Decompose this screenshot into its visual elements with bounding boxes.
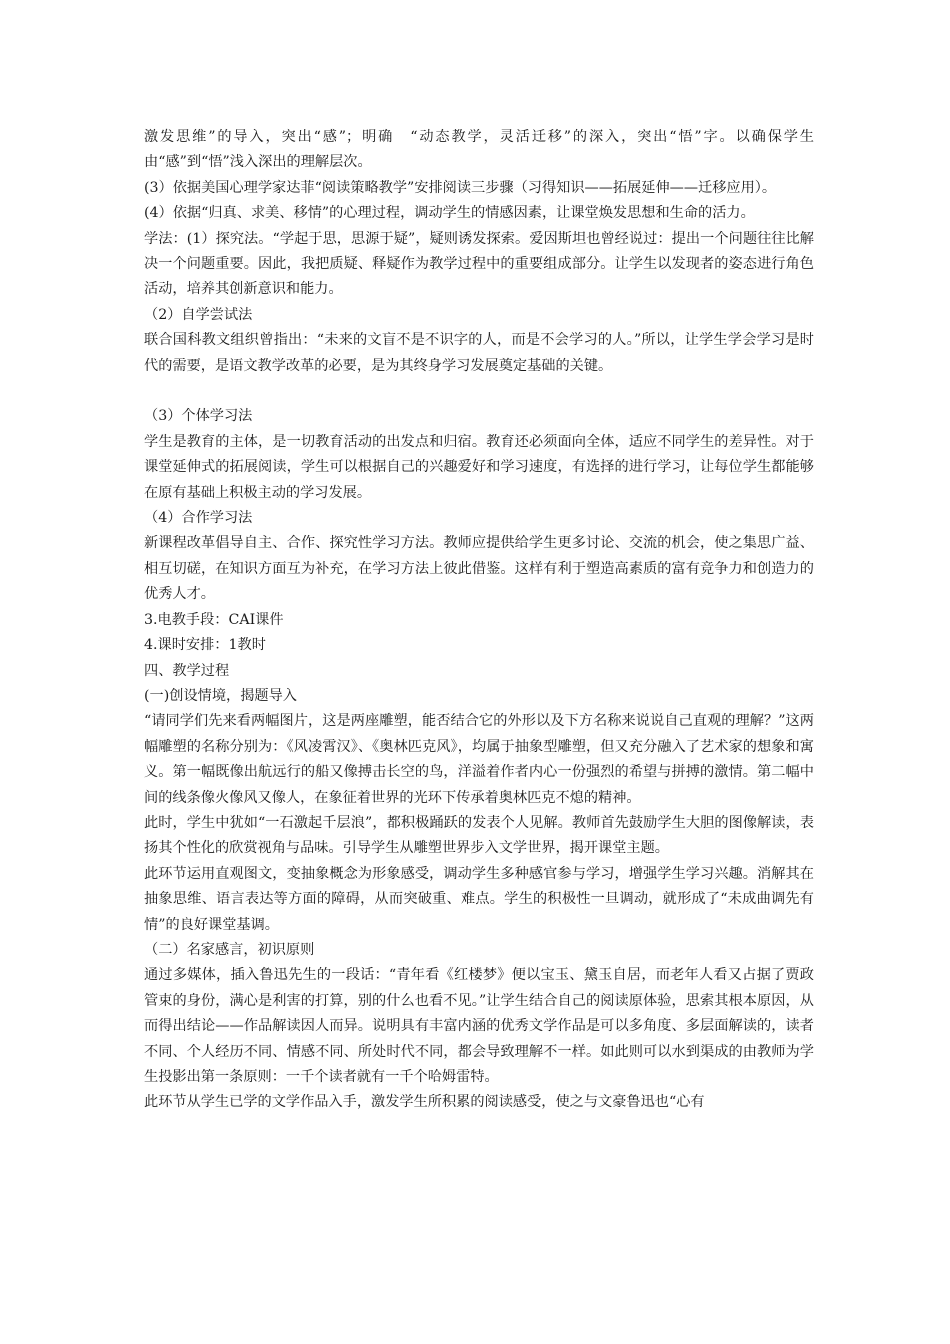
blank-line (144, 379, 814, 404)
paragraph: “请同学们先来看两幅图片，这是两座雕塑，能否结合它的外形以及下方名称来说说自己直观的理解？”这两幅雕塑的名称分别为：《风凌霄汉》、《奥林匹克风》，均属于抽象型雕塑，但又充分融入了艺术家的想象和寓义。第一幅既像出航远行的船又像搏击长空的鸟，洋溢着作者内心一份强烈的希望与拼搏的激情。第二幅中间的线条像火像风又像人，在象征着世界的光环下传承着奥林匹克不熄的精神。 (144, 713, 814, 806)
list-item: 3.电教手段：CAI课件 (144, 611, 284, 628)
document-page (144, 125, 814, 1116)
paragraph: 此环节从学生已学的文学作品入手，激发学生所积累的阅读感受，使之与文豪鲁迅也“心有 (144, 1094, 705, 1111)
list-item: 4.课时安排：1教时 (144, 637, 266, 654)
subheading: (一)创设情境，揭题导入 (144, 687, 297, 704)
paragraph: (3）依据美国心理学家达菲“阅读策略教学”安排阅读三步骤（习得知识——拓展延伸——迁移应用）。 (144, 179, 777, 196)
subheading: （2）自学尝试法 (144, 306, 253, 323)
subheading: （3）个体学习法 (144, 408, 253, 425)
paragraph: 学法：(1）探究法。“学起于思，思源于疑”，疑则诱发探索。爱因斯坦也曾经说过：提出一个问题往往比解决一个问题重要。因此，我把质疑、释疑作为教学过程中的重要组成部分。让学生以发现者的姿态进行角色活动，培养其创新意识和能力。 (144, 230, 814, 298)
paragraph: 此时，学生中犹如“一石激起千层浪”，都积极踊跃的发表个人见解。教师首先鼓励学生大胆的图像解读，表扬其个性化的欣赏视角与品味。引导学生从雕塑世界步入文学世界，揭开课堂主题。 (144, 814, 814, 857)
paragraph: 新课程改革倡导自主、合作、探究性学习方法。教师应提供给学生更多讨论、交流的机会，使之集思广益、相互切磋，在知识方面互为补充，在学习方法上彼此借鉴。这样有利于塑造高素质的富有竞争力和创造力的优秀人才。 (144, 535, 814, 603)
subheading: （二）名家感言，初识原则 (144, 941, 315, 958)
section-heading: 四、教学过程 (144, 662, 230, 679)
paragraph: 学生是教育的主体，是一切教育活动的出发点和归宿。教育还必须面向全体，适应不同学生的差异性。对于课堂延伸式的拓展阅读，学生可以根据自己的兴趣爱好和学习速度，有选择的进行学习，让每位学生都能够在原有基础上积极主动的学习发展。 (144, 433, 814, 501)
paragraph: 联合国科教文组织曾指出：“未来的文盲不是不识字的人，而是不会学习的人。”所以，让学生学会学习是时代的需要，是语文教学改革的必要，是为其终身学习发展奠定基础的关键。 (144, 332, 814, 374)
paragraph: (4）依据“归真、求美、移情”的心理过程，调动学生的情感因素，让课堂焕发思想和生命的活力。 (144, 205, 755, 222)
paragraph: 激发思维”的导入，突出“感”；明确 “动态教学，灵活迁移”的深入，突出“悟”字。以确保学生由“感”到“悟”浅入深出的理解层次。 (144, 129, 814, 171)
paragraph: 通过多媒体，插入鲁迅先生的一段话：“青年看《红楼梦》便以宝玉、黛玉自居，而老年人看又占据了贾政管束的身份，满心是利害的打算，别的什么也看不见。”让学生结合自己的阅读原体验，思索其根本原因，从而得出结论——作品解读因人而异。说明具有丰富内涵的优秀文学作品是可以多角度、多层面解读的，读者不同、个人经历不同、情感不同、所处时代不同，都会导致理解不一样。如此则可以水到渠成的由教师为学生投影出第一条原则：一千个读者就有一千个哈姆雷特。 (144, 967, 814, 1086)
subheading: （4）合作学习法 (144, 510, 253, 527)
paragraph: 此环节运用直观图文，变抽象概念为形象感受，调动学生多种感官参与学习，增强学生学习兴趣。消解其在抽象思维、语言表达等方面的障碍，从而突破重、难点。学生的积极性一旦调动，就形成了“未成曲调先有情”的良好课堂基调。 (144, 865, 814, 933)
